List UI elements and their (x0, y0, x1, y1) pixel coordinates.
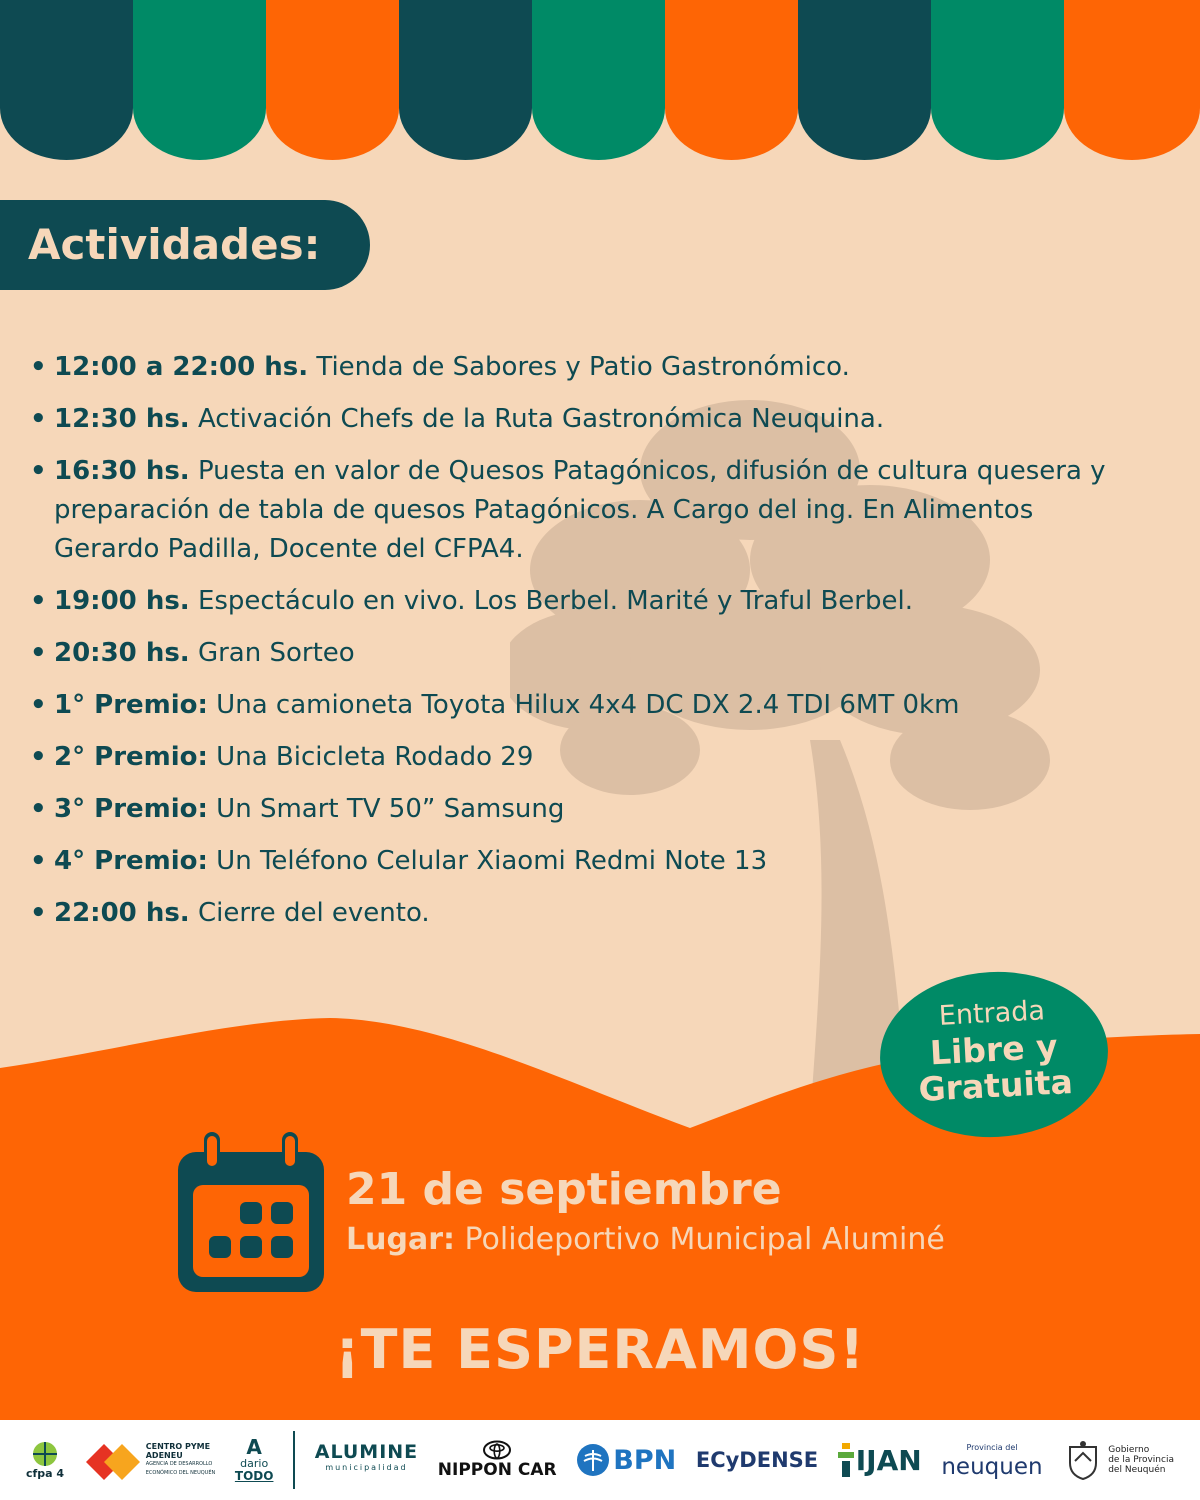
activity-item (30, 348, 1140, 387)
toyota-emblem-icon (482, 1440, 512, 1460)
location-value: Polideportivo Municipal Aluminé (454, 1222, 945, 1257)
activity-text: Activación Chefs de la Ruta Gastronómica Neuquina. (189, 404, 885, 434)
cfpa-globe-icon (30, 1441, 60, 1467)
dario-a-mark: A (246, 1435, 262, 1459)
activities-heading: Actividades: (28, 220, 321, 269)
prize-item (30, 686, 1140, 725)
activity-text: Puesta en valor de Quesos Patagónicos, difusión de cultura quesera y preparación de tabla de quesos Patagónicos. A Cargo del ing. En Alimentos Gerardo Padilla, Docente del CFPA4. (54, 456, 1106, 564)
activity-item (30, 452, 1140, 569)
activity-time: 20:30 hs. (54, 638, 190, 668)
nippon-car-text: NIPPON CAR (437, 1460, 557, 1480)
location-label: Lugar: (346, 1222, 455, 1257)
prize-item (30, 790, 1140, 829)
badge-line-gratuita: Gratuita (917, 1061, 1074, 1109)
activity-text: Espectáculo en vivo. Los Berbel. Marité y Traful Berbel. (189, 586, 913, 616)
calendar-icon (176, 1130, 326, 1295)
activity-item (30, 894, 1140, 933)
sponsor-strip (0, 1420, 1200, 1500)
todo-text: TODO (234, 1469, 274, 1483)
bpn-logo (576, 1443, 676, 1477)
gobierno-text-1: Gobierno (1108, 1445, 1150, 1455)
ijan-text: IJAN (855, 1443, 922, 1477)
activity-time: 16:30 hs. (54, 456, 190, 486)
activity-text: Cierre del evento. (189, 898, 430, 928)
prize-label: 1° Premio: (54, 690, 208, 720)
alumine-municipalidad-logo (314, 1441, 419, 1476)
prize-label: 4° Premio: (54, 846, 208, 876)
prize-label: 3° Premio: (54, 794, 208, 824)
event-date: 21 de septiembre (346, 1164, 782, 1215)
event-info (346, 1162, 945, 1262)
dario-todo-logo (235, 1437, 274, 1483)
centro-pyme-name: CENTRO PYME (145, 1442, 211, 1451)
badge-line-libre: Libre y (928, 1026, 1059, 1073)
prize-label: 2° Premio: (54, 742, 208, 772)
bpn-tree-icon (576, 1443, 610, 1477)
activity-item (30, 400, 1140, 439)
ecydense-logo (696, 1448, 818, 1472)
provincia-neuquen-logo (941, 1441, 1042, 1479)
cfpa4-text: cfpa 4 (26, 1466, 65, 1480)
prize-item (30, 842, 1140, 881)
centro-pyme-logo (84, 1440, 216, 1480)
coat-of-arms-icon (1062, 1439, 1104, 1481)
alumine-text: ALUMINE (314, 1441, 419, 1463)
prize-text: Un Smart TV 50” Samsung (207, 794, 565, 824)
gobierno-neuquen-logo (1062, 1439, 1174, 1481)
centro-pyme-sub: ADENEU (145, 1451, 183, 1460)
activity-time: 19:00 hs. (54, 586, 190, 616)
neuquen-text: neuquen (941, 1454, 1043, 1480)
activity-list (30, 348, 1140, 946)
awning-decoration (0, 0, 1200, 160)
cfpa4-logo (26, 1441, 64, 1480)
activity-text: Tienda de Sabores y Patio Gastronómico. (308, 352, 850, 382)
prize-text: Una camioneta Toyota Hilux 4x4 DC DX 2.4 TDI 6MT 0km (207, 690, 960, 720)
activity-item (30, 582, 1140, 621)
badge-line-entrada: Entrada (938, 995, 1046, 1032)
prize-text: Un Teléfono Celular Xiaomi Redmi Note 13 (207, 846, 768, 876)
prize-text: Una Bicicleta Rodado 29 (207, 742, 534, 772)
activity-time: 12:30 hs. (54, 404, 190, 434)
sponsor-divider (293, 1431, 295, 1489)
municipalidad-text: municipalidad (325, 1463, 408, 1472)
dario-text: dario (240, 1457, 269, 1470)
activities-heading-pill (0, 200, 370, 290)
ijan-logo (838, 1443, 922, 1477)
activity-text: Gran Sorteo (189, 638, 355, 668)
bpn-text: BPN (613, 1444, 677, 1476)
centro-pyme-desc1: AGENCIA DE DESARROLLO (145, 1461, 213, 1467)
ijan-mark-icon (838, 1443, 854, 1477)
centro-pyme-desc2: ECONÓMICO DEL NEUQUÉN (145, 1470, 216, 1476)
gobierno-text-3: del Neuquén (1108, 1465, 1166, 1475)
provincia-del-text: Provincia del (966, 1443, 1018, 1452)
cta-headline: ¡TE ESPERAMOS! (335, 1318, 865, 1381)
activity-item (30, 634, 1140, 673)
centro-pyme-diamond-icon (84, 1440, 140, 1480)
nippon-car-logo (438, 1440, 557, 1480)
gobierno-text-2: de la Provincia (1108, 1455, 1174, 1465)
prize-item (30, 738, 1140, 777)
ecydense-text: ECyDENSE (695, 1448, 819, 1472)
event-location (346, 1218, 945, 1262)
activity-time: 12:00 a 22:00 hs. (54, 352, 309, 382)
activity-time: 22:00 hs. (54, 898, 190, 928)
